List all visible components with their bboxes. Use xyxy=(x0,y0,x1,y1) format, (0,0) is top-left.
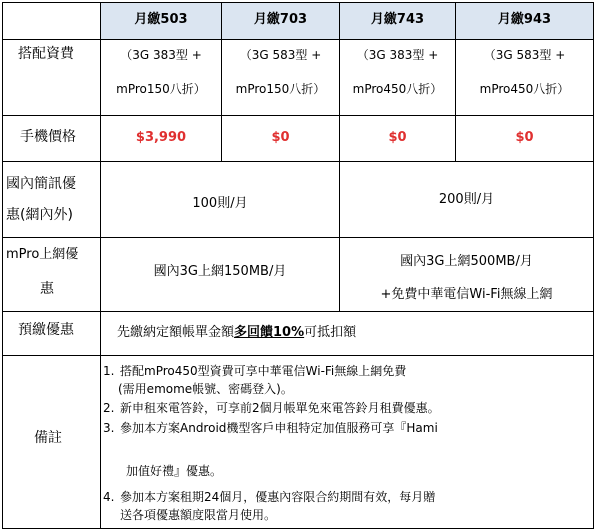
plan-name-4: 月繳943 xyxy=(497,12,552,27)
prepay-text-after: 可抵扣額 xyxy=(304,325,357,340)
table-border-left xyxy=(2,2,3,529)
plan-1-combo-line2: mPro150八折） xyxy=(116,82,206,96)
plan-1-combo-line1: （3G 383型 + xyxy=(120,48,202,62)
prepay-text-before: 先繳納定額帳單金額 xyxy=(117,325,235,340)
row-divider-price xyxy=(2,161,594,162)
note-1-line1: 搭配mPro450型資費可享中華電信Wi-Fi無線上網免費 xyxy=(120,364,407,378)
sms-row-label-line2: 惠(網內外) xyxy=(6,207,73,223)
note-1-line2: (需用emome帳號、密碼登入)。 xyxy=(118,382,293,396)
note-2-line1: 新申租來電答鈴，可享前2個月帳單免來電答鈴月租費優惠。 xyxy=(120,401,440,415)
plan-2-combo-line1: （3G 583型 + xyxy=(239,48,322,62)
notes-row-label: 備註 xyxy=(34,430,62,446)
sms-quota-left: 100則/月 xyxy=(192,196,248,211)
data-row-label-line2: 惠 xyxy=(40,281,54,297)
prepay-row-label: 預繳優惠 xyxy=(18,322,74,338)
note-4-number: 4. xyxy=(103,490,115,504)
note-3-line2: 加值好禮』優惠。 xyxy=(126,464,223,478)
plan-name-2: 月繳703 xyxy=(253,12,308,27)
table-border-top xyxy=(2,2,594,3)
note-4-line2: 送各項優惠額度限當月使用。 xyxy=(120,508,277,522)
plan-2-combo-line2: mPro150八折） xyxy=(235,82,326,96)
combo-row-label: 搭配資費 xyxy=(18,46,74,62)
table-border-bottom xyxy=(2,528,594,529)
row-divider-data xyxy=(2,311,594,312)
row-divider-sms xyxy=(2,237,594,238)
note-4-line1: 參加本方案租期24個月，優惠內容限合約期間有效，每月贈 xyxy=(120,490,436,504)
plan-4-price: $0 xyxy=(515,130,534,145)
plan-3-combo-line1: （3G 383型 + xyxy=(356,48,439,62)
note-1-number: 1. xyxy=(103,364,115,378)
sms-row-label-line1: 國內簡訊優 xyxy=(6,176,76,192)
plan-4-combo-line2: mPro450八折） xyxy=(479,82,570,96)
sms-quota-right: 200則/月 xyxy=(438,192,495,207)
plan-name-3: 月繳743 xyxy=(370,12,425,27)
plan-name-1: 月繳503 xyxy=(134,12,188,27)
plan-3-price: $0 xyxy=(388,130,407,145)
row-divider-header xyxy=(2,39,594,40)
row-divider-combo xyxy=(2,115,594,116)
row-divider-prepay xyxy=(2,355,594,356)
plan-2-price: $0 xyxy=(271,130,290,145)
plan-4-combo-line1: （3G 583型 + xyxy=(483,48,566,62)
data-row-label-line1: mPro上網優 xyxy=(6,247,79,262)
prepay-text-bold: 多回饋10% xyxy=(234,325,305,340)
note-2-number: 2. xyxy=(103,401,115,415)
data-quota-left: 國內3G上網150MB/月 xyxy=(153,264,287,279)
plan-3-combo-line2: mPro450八折） xyxy=(352,82,443,96)
note-3-line1: 參加本方案Android機型客戶申租特定加值服務可享『Hami xyxy=(120,421,438,435)
price-row-label: 手機價格 xyxy=(20,129,76,145)
table-border-right xyxy=(593,2,594,529)
prepay-description xyxy=(117,325,356,341)
data-quota-right-line1: 國內3G上網500MB/月 xyxy=(400,254,533,269)
note-3-number: 3. xyxy=(103,421,115,435)
data-quota-right-line2: +免費中華電信Wi-Fi無線上網 xyxy=(380,287,553,302)
plan-1-price: $3,990 xyxy=(135,130,187,145)
